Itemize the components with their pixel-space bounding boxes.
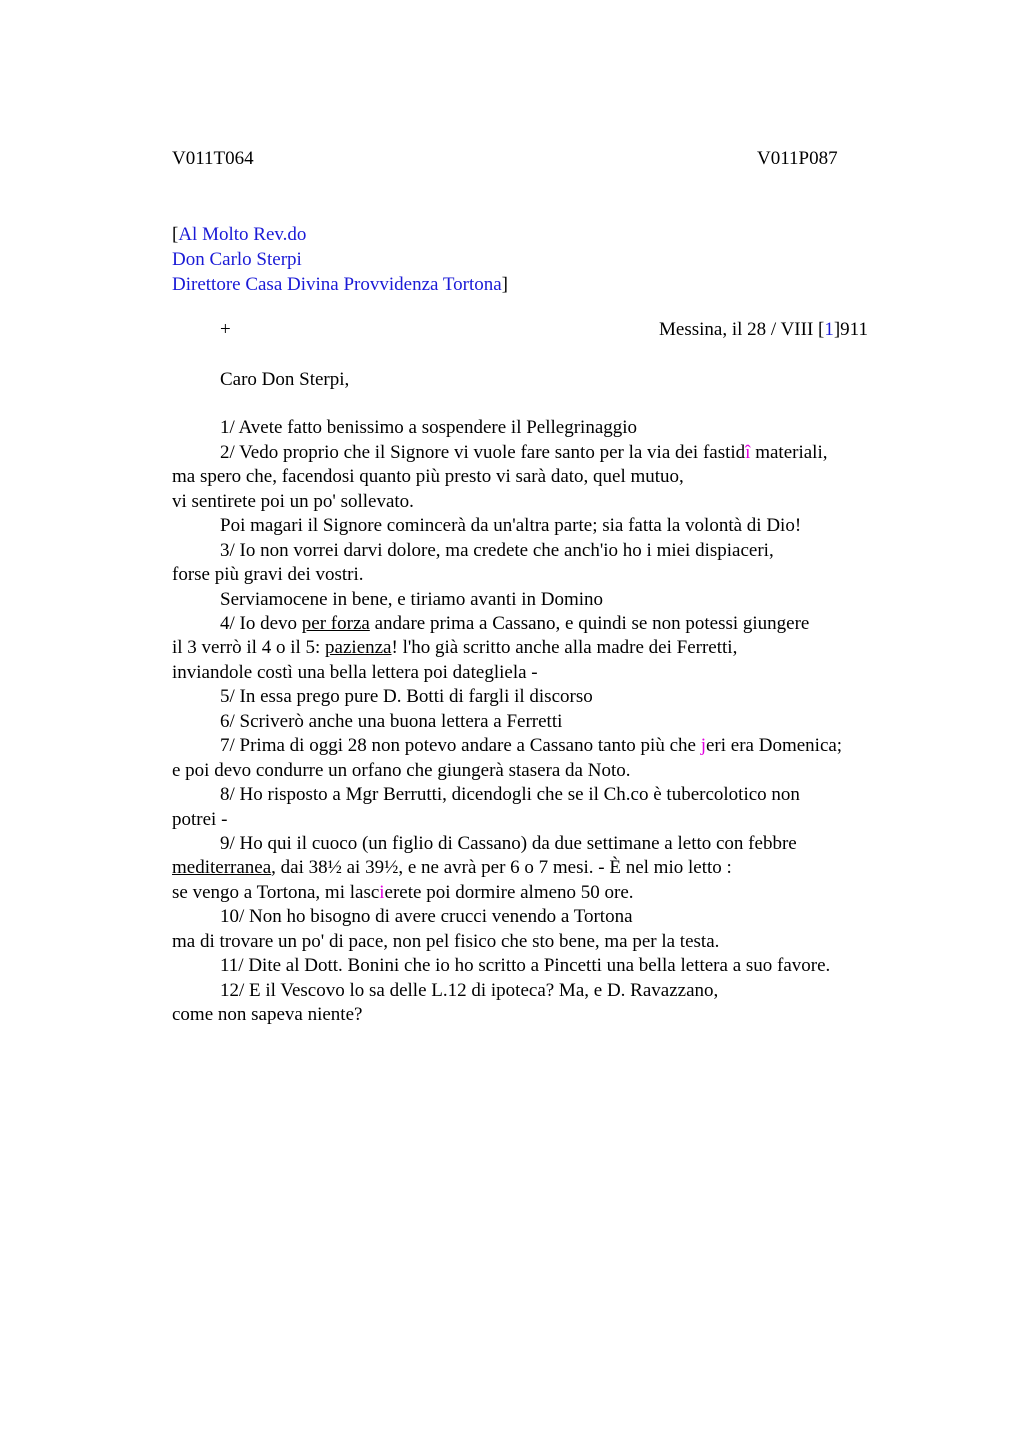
underlined-text: per forza bbox=[301, 613, 370, 634]
body-line bbox=[220, 736, 842, 755]
correction-mark: î bbox=[745, 442, 751, 463]
correction-mark: j bbox=[700, 735, 706, 756]
dateline bbox=[659, 319, 868, 341]
archive-code-left: V011T064 bbox=[172, 148, 254, 169]
body-line: vi sentirete poi un po' sollevato. bbox=[172, 491, 414, 512]
body-line: 8/ Ho risposto a Mgr Berrutti, dicendogli che se il Ch.co è tubercolotico non bbox=[220, 784, 800, 805]
body-line bbox=[220, 443, 827, 462]
underlined-text: mediterranea bbox=[172, 857, 272, 878]
correction-mark: i bbox=[379, 882, 385, 903]
body-line: 12/ E il Vescovo lo sa delle L.12 di ipoteca? Ma, e D. Ravazzano, bbox=[220, 980, 719, 1001]
body-line: 3/ Io non vorrei darvi dolore, ma credete che anch'io ho i miei dispiaceri, bbox=[220, 540, 774, 561]
date-prefix: Messina, il 28 / VIII [ bbox=[659, 319, 825, 340]
body-line: 5/ In essa prego pure D. Botti di fargli il discorso bbox=[220, 686, 593, 707]
body-line bbox=[172, 638, 737, 657]
address-line-1 bbox=[172, 222, 508, 247]
body-line bbox=[172, 883, 634, 902]
body-text: erete poi dormire almeno 50 ore. bbox=[384, 882, 634, 903]
address-close-bracket: ] bbox=[501, 274, 508, 295]
body-line bbox=[172, 858, 732, 877]
body-text: 2/ Vedo proprio che il Signore vi vuole fare santo per la via dei fastid bbox=[220, 442, 746, 463]
body-text: se vengo a Tortona, mi lasc bbox=[172, 882, 380, 903]
address-recipient-name: Don Carlo Sterpi bbox=[172, 249, 302, 270]
body-text: eri era Domenica; bbox=[706, 735, 843, 756]
body-text: andare prima a Cassano, e quindi se non potessi giungere bbox=[369, 613, 810, 634]
body-line: potrei - bbox=[172, 809, 228, 830]
date-inserted-digit: 1 bbox=[824, 319, 834, 340]
body-line: forse più gravi dei vostri. bbox=[172, 564, 364, 585]
cross-mark: + bbox=[220, 319, 231, 340]
body-line: 6/ Scriverò anche una buona lettera a Ferretti bbox=[220, 711, 563, 732]
address-block bbox=[172, 222, 508, 297]
body-line bbox=[220, 614, 809, 633]
salutation: Caro Don Sterpi, bbox=[220, 369, 350, 390]
body-line: 9/ Ho qui il cuoco (un figlio di Cassano) da due settimane a letto con febbre bbox=[220, 833, 797, 854]
body-line: 1/ Avete fatto benissimo a sospendere il Pellegrinaggio bbox=[220, 417, 638, 438]
body-line: 10/ Non ho bisogno di avere crucci venendo a Tortona bbox=[220, 906, 633, 927]
body-text: il 3 verrò il 4 o il 5: bbox=[172, 637, 326, 658]
address-open-bracket: [ bbox=[172, 224, 179, 245]
archive-code-right: V011P087 bbox=[757, 148, 838, 169]
body-text: ! l'ho già scritto anche alla madre dei Ferretti, bbox=[391, 637, 738, 658]
address-line-3 bbox=[172, 272, 508, 297]
address-recipient-title: Al Molto Rev.do bbox=[178, 224, 307, 245]
body-text: materiali, bbox=[750, 442, 828, 463]
body-line: ma di trovare un po' di pace, non pel fisico che sto bene, ma per la testa. bbox=[172, 931, 720, 952]
body-line: 11/ Dite al Dott. Bonini che io ho scritto a Pincetti una bella lettera a suo favore. bbox=[220, 955, 831, 976]
body-line: Serviamocene in bene, e tiriamo avanti in Domino bbox=[220, 589, 604, 610]
body-text: , dai 38½ ai 39½, e ne avrà per 6 o 7 mesi. - È nel mio letto : bbox=[271, 857, 732, 878]
body-line: come non sapeva niente? bbox=[172, 1004, 363, 1025]
body-line: e poi devo condurre un orfano che giungerà stasera da Noto. bbox=[172, 760, 631, 781]
body-line: inviandole costì una bella lettera poi dategliela - bbox=[172, 662, 538, 683]
underlined-text: pazienza bbox=[325, 637, 392, 658]
body-line: Poi magari il Signore comincerà da un'altra parte; sia fatta la volontà di Dio! bbox=[220, 515, 802, 536]
date-suffix: ]911 bbox=[833, 319, 868, 340]
body-line: ma spero che, facendosi quanto più presto vi sarà dato, quel mutuo, bbox=[172, 466, 684, 487]
address-recipient-role: Direttore Casa Divina Provvidenza Tortona bbox=[172, 274, 502, 295]
body-text: 4/ Io devo bbox=[220, 613, 302, 634]
body-text: 7/ Prima di oggi 28 non potevo andare a Cassano tanto più che bbox=[220, 735, 701, 756]
